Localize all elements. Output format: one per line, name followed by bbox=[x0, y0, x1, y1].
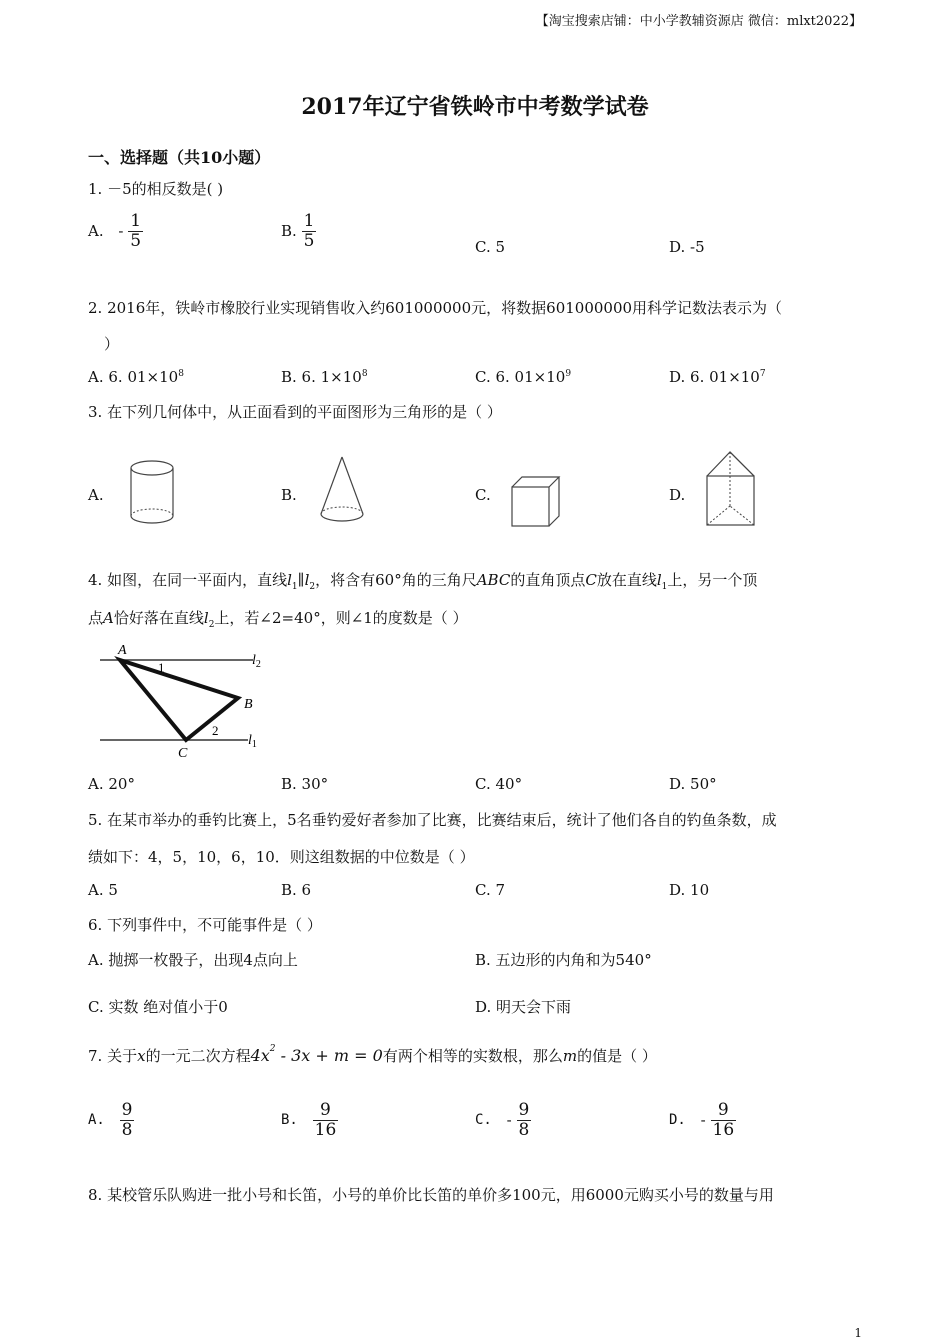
q6-option-a: A. 抛掷一枚骰子，出现4点向上 bbox=[88, 951, 298, 969]
q7-option-c: C. - $\frac{9}{8}$ bbox=[475, 1100, 530, 1140]
q4-line2: 点A恰好落在直线$l_2$上，若∠2=40°，则∠1的度数是（ ） bbox=[88, 609, 468, 630]
section-heading: 一、选择题（共10小题） bbox=[88, 148, 271, 167]
q3-option-a: A. bbox=[88, 486, 104, 504]
cube-figure bbox=[508, 473, 564, 531]
q8-text: 8. 某校管乐队购进一批小号和长笛，小号的单价比长笛的单价多100元，用6000元购买小号的数量与用 bbox=[88, 1186, 774, 1204]
q4-option-d: D. 50° bbox=[669, 775, 717, 793]
q7-text: 7. 关于x的一元二次方程$4x^2 - 3x + m = 0$有两个相等的实数根，那么m的值是（ ） bbox=[88, 1044, 657, 1065]
q2-option-a: A. 6. $01\times 10^8$ bbox=[88, 368, 184, 386]
q3-option-d: D. bbox=[669, 486, 686, 504]
cylinder-figure bbox=[125, 458, 180, 530]
angle-1-label: 1 bbox=[158, 660, 165, 675]
q2-option-d: D. 6. $01\times 10^7$ bbox=[669, 368, 766, 386]
q4-option-b: B. 30° bbox=[281, 775, 329, 793]
label-b: B bbox=[244, 697, 253, 712]
q6-option-c: C. 实数 绝对值小于0 bbox=[88, 998, 228, 1016]
q6-text: 6. 下列事件中，不可能事件是（ ） bbox=[88, 916, 322, 934]
label-c: C bbox=[178, 746, 188, 761]
q2-line2: ） bbox=[104, 335, 120, 353]
q5-line2: 绩如下：4，5，10，6，10．则这组数据的中位数是（ ） bbox=[88, 848, 475, 866]
q2-option-c: C. 6. $01\times 10^9$ bbox=[475, 368, 572, 386]
q4-option-c: C. 40° bbox=[475, 775, 523, 793]
q6-option-b: B. 五边形的内角和为540° bbox=[475, 951, 652, 969]
q7-equation: $4x^2 - 3x + m = 0$ bbox=[250, 1044, 383, 1065]
q5-option-b: B. 6 bbox=[281, 881, 312, 899]
q2-line1: 2. 2016年，铁岭市橡胶行业实现销售收入约601000000元，将数据601000000用科学记数法表示为（ bbox=[88, 299, 783, 317]
q7-option-d: D. - $\frac{9}{16}$ bbox=[669, 1100, 735, 1140]
line-l1-label: $l_1$ bbox=[248, 733, 257, 750]
prism-figure bbox=[700, 448, 762, 530]
q4-option-a: A. 20° bbox=[88, 775, 135, 793]
q6-option-d: D. 明天会下雨 bbox=[475, 998, 572, 1016]
q5-option-d: D. 10 bbox=[669, 881, 710, 899]
q3-text: 3. 在下列几何体中，从正面看到的平面图形为三角形的是（ ） bbox=[88, 403, 502, 421]
page-number: 1 bbox=[854, 1326, 862, 1340]
q7-option-a: A. $\frac{9}{8}$ bbox=[88, 1100, 133, 1140]
q1-option-c: C. 5 bbox=[475, 238, 506, 256]
q4-line1: 4. 如图，在同一平面内，直线$l_1\parallel l_2$，将含有60°角的三角尺ABC的直角顶点C放在直线$l_1$上，另一个顶 bbox=[88, 571, 758, 592]
label-a: A bbox=[118, 643, 127, 658]
q1-option-b: B. $\frac{1}{5}$ bbox=[281, 211, 315, 251]
page-header: 【淘宝搜索店铺：中小学教辅资源店 微信：mlxt2022】 bbox=[535, 14, 862, 29]
q7-option-b: B. $\frac{9}{16}$ bbox=[281, 1100, 337, 1140]
cone-figure bbox=[316, 454, 368, 528]
q3-option-c: C. bbox=[475, 486, 491, 504]
triangle-figure bbox=[98, 640, 268, 762]
q5-line1: 5. 在某市举办的垂钓比赛上，5名垂钓爱好者参加了比赛，比赛结束后，统计了他们各自的钓鱼条数，成 bbox=[88, 811, 777, 829]
q1-text: 1. －5的相反数是( ) bbox=[88, 180, 224, 198]
q1-option-a: A. - $\frac{1}{5}$ bbox=[88, 211, 142, 251]
q5-option-a: A. 5 bbox=[88, 881, 118, 899]
line-l2-label: $l_2$ bbox=[252, 653, 261, 670]
q2-option-b: B. 6. $1\times 10^8$ bbox=[281, 368, 368, 386]
q1-option-d: D. -5 bbox=[669, 238, 705, 256]
angle-2-label: 2 bbox=[212, 723, 219, 738]
q3-option-b: B. bbox=[281, 486, 297, 504]
q5-option-c: C. 7 bbox=[475, 881, 506, 899]
page-title: 2017年辽宁省铁岭市中考数学试卷 bbox=[301, 94, 649, 120]
